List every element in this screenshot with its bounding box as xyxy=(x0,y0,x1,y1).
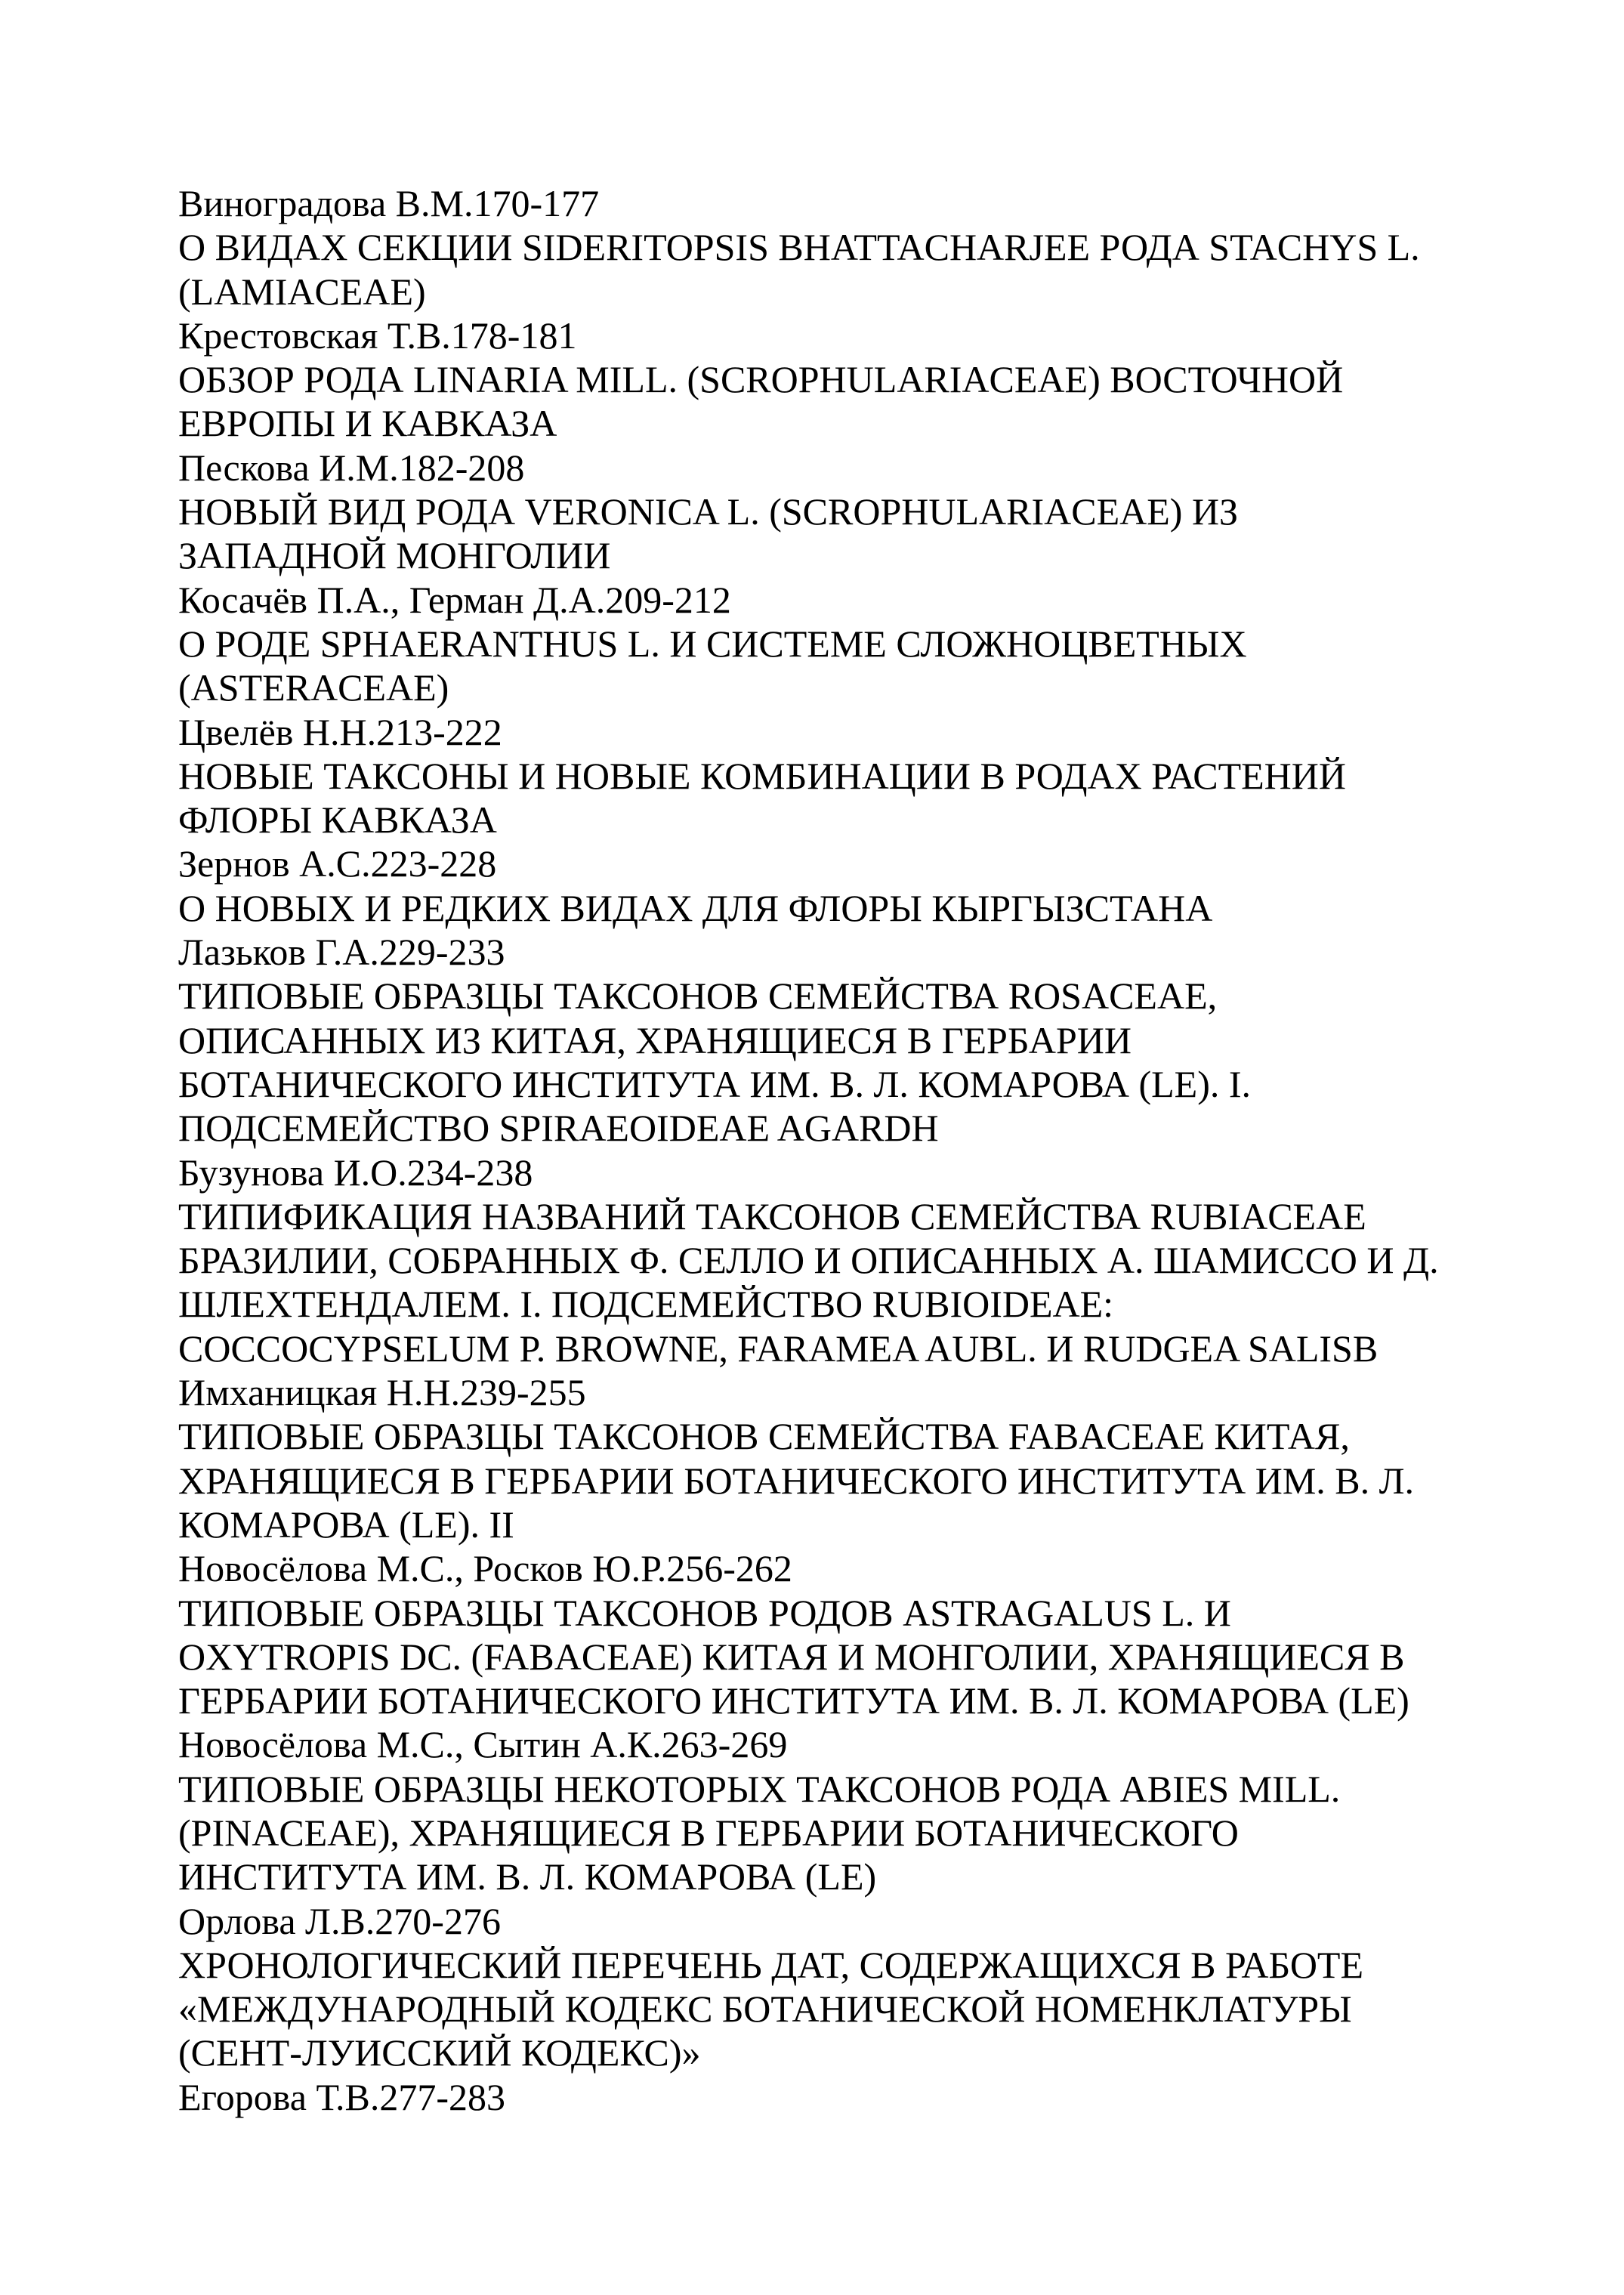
title-line: БОТАНИЧЕСКОГО ИНСТИТУТА ИМ. В. Л. КОМАРОВА (LE). I. xyxy=(178,1062,1252,1105)
title-line: ШЛЕХТЕНДАЛЕМ. I. ПОДСЕМЕЙСТВО RUBIOIDEAE: xyxy=(178,1283,1114,1326)
title-line: ХРАНЯЩИЕСЯ В ГЕРБАРИИ БОТАНИЧЕСКОГО ИНСТИТУТА ИМ. В. Л. xyxy=(178,1459,1415,1502)
author-line: Новосёлова М.С., Росков Ю.Р.256-262 xyxy=(178,1547,792,1590)
title-line: НОВЫЕ ТАКСОНЫ И НОВЫЕ КОМБИНАЦИИ В РОДАХ РАСТЕНИЙ xyxy=(178,754,1346,797)
title-line: ТИПОВЫЕ ОБРАЗЦЫ ТАКСОНОВ СЕМЕЙСТВА FABACEAE КИТАЯ, xyxy=(178,1415,1350,1458)
title-line: КОМАРОВА (LE). II xyxy=(178,1503,514,1546)
title-line: (СЕНТ-ЛУИССКИЙ КОДЕКС)» xyxy=(178,2031,701,2074)
author-line: Новосёлова М.С., Сытин А.К.263-269 xyxy=(178,1723,788,1766)
author-line: Бузунова И.О.234-238 xyxy=(178,1151,533,1194)
title-line: ТИПОВЫЕ ОБРАЗЦЫ ТАКСОНОВ СЕМЕЙСТВА ROSACEAE, xyxy=(178,975,1218,1018)
author-line: Косачёв П.А., Герман Д.А.209-212 xyxy=(178,578,731,621)
author-line: Лазьков Г.А.229-233 xyxy=(178,931,505,974)
title-line: ХРОНОЛОГИЧЕСКИЙ ПЕРЕЧЕНЬ ДАТ, СОДЕРЖАЩИХСЯ В РАБОТЕ xyxy=(178,1943,1364,1986)
author-line: Виноградова В.М.170-177 xyxy=(178,182,600,224)
author-line: Пескова И.М.182-208 xyxy=(178,446,525,489)
title-line: О ВИДАХ СЕКЦИИ SIDERITOPSIS BHATTACHARJEE РОДА STACHYS L. xyxy=(178,226,1420,269)
author-line: Цвелёв Н.Н.213-222 xyxy=(178,710,502,753)
title-line: О РОДЕ SPHAERANTHUS L. И СИСТЕМЕ СЛОЖНОЦВЕТНЫХ xyxy=(178,622,1247,665)
title-line: ФЛОРЫ КАВКАЗА xyxy=(178,798,497,842)
title-line: ГЕРБАРИИ БОТАНИЧЕСКОГО ИНСТИТУТА ИМ. В. Л. КОМАРОВА (LE) xyxy=(178,1679,1409,1722)
title-line: OXYTROPIS DC. (FABACEAE) КИТАЯ И МОНГОЛИИ, ХРАНЯЩИЕСЯ В xyxy=(178,1635,1405,1678)
title-line: (PINACEAE), ХРАНЯЩИЕСЯ В ГЕРБАРИИ БОТАНИЧЕСКОГО xyxy=(178,1811,1239,1854)
title-line: ТИПОВЫЕ ОБРАЗЦЫ ТАКСОНОВ РОДОВ ASTRAGALUS L. И xyxy=(178,1591,1231,1634)
title-line: О НОВЫХ И РЕДКИХ ВИДАХ ДЛЯ ФЛОРЫ КЫРГЫЗСТАНА xyxy=(178,886,1213,929)
author-line: Зернов А.С.223-228 xyxy=(178,842,497,885)
title-line: ТИПОВЫЕ ОБРАЗЦЫ НЕКОТОРЫХ ТАКСОНОВ РОДА ABIES MILL. xyxy=(178,1767,1341,1810)
title-line: ЕВРОПЫ И КАВКАЗА xyxy=(178,402,557,445)
title-line: ПОДСЕМЕЙСТВО SPIRAEOIDEAE AGARDH xyxy=(178,1107,939,1150)
author-line: Орлова Л.В.270-276 xyxy=(178,1899,501,1942)
title-line: (LAMIACEAE) xyxy=(178,270,426,313)
title-line: «МЕЖДУНАРОДНЫЙ КОДЕКС БОТАНИЧЕСКОЙ НОМЕНКЛАТУРЫ xyxy=(178,1988,1352,2031)
title-line: НОВЫЙ ВИД РОДА VERONICA L. (SCROPHULARIACEAE) ИЗ xyxy=(178,490,1239,533)
document-page xyxy=(178,181,1508,2119)
title-line: БРАЗИЛИИ, СОБРАННЫХ Ф. СЕЛЛО И ОПИСАННЫХ А. ШАМИССО И Д. xyxy=(178,1239,1439,1282)
title-line: ЗАПАДНОЙ МОНГОЛИИ xyxy=(178,534,611,577)
author-line: Крестовская Т.В.178-181 xyxy=(178,314,577,357)
author-line: Егорова Т.В.277-283 xyxy=(178,2075,505,2118)
title-line: ИНСТИТУТА ИМ. В. Л. КОМАРОВА (LE) xyxy=(178,1855,877,1898)
title-line: ТИПИФИКАЦИЯ НАЗВАНИЙ ТАКСОНОВ СЕМЕЙСТВА RUBIACEAE xyxy=(178,1194,1366,1237)
title-line: ОПИСАННЫХ ИЗ КИТАЯ, ХРАНЯЩИЕСЯ В ГЕРБАРИИ xyxy=(178,1018,1132,1061)
title-line: (ASTERACEAE) xyxy=(178,666,449,709)
title-line: ОБЗОР РОДА LINARIA MILL. (SCROPHULARIACEAE) ВОСТОЧНОЙ xyxy=(178,358,1344,401)
author-line: Имханицкая Н.Н.239-255 xyxy=(178,1371,586,1414)
title-line: COCCOCYPSELUM P. BROWNE, FARAMEA AUBL. И RUDGEA SALISB xyxy=(178,1327,1379,1370)
